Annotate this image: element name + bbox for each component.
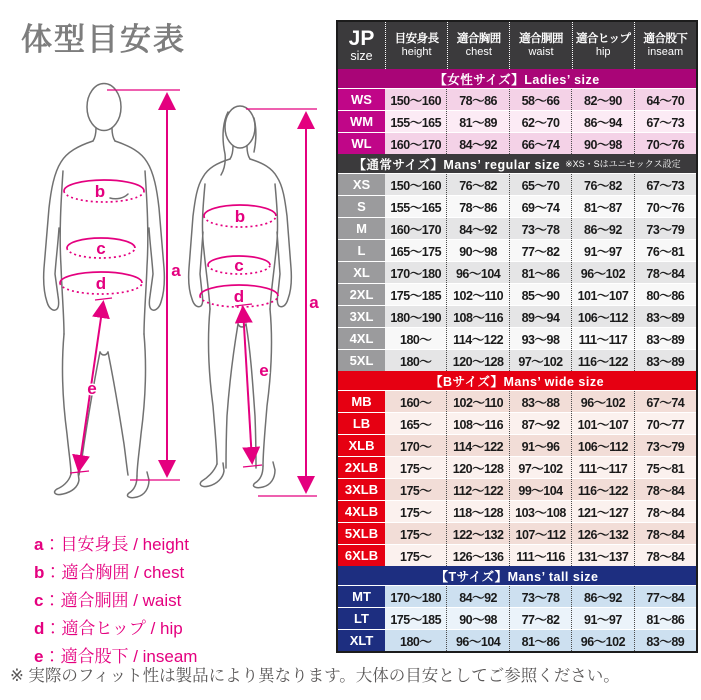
legend-item-c [34,587,197,615]
data-cell: 180〜 [400,332,432,347]
data-cell: 101〜107 [571,413,633,434]
data-cell: 65〜70 [509,174,571,195]
data-cell: 84〜92 [446,133,508,154]
data-cell: 89〜94 [509,306,571,327]
data-cell: 106〜112 [571,306,633,327]
label-b-male: b [94,182,106,201]
data-cell: 77〜84 [634,586,696,607]
data-cell: 116〜122 [571,350,633,371]
data-cell: 78〜84 [634,479,696,500]
data-cell: 83〜88 [509,391,571,412]
label-c-male: c [96,239,106,258]
data-cell: 96〜102 [571,262,633,283]
table-row-s [338,195,696,217]
table-row-wl [338,132,696,154]
data-cell: 97〜102 [509,350,571,371]
data-cell: 78〜86 [446,196,508,217]
legend-item-d [34,615,197,643]
data-cell: 175〜185 [390,612,442,627]
table-body [338,69,696,651]
data-cell: 67〜73 [634,111,696,132]
data-cell: 121〜127 [571,501,633,522]
data-cell: 114〜122 [446,328,508,349]
female-measurement-annotations [200,109,317,496]
data-cell: 175〜 [400,483,432,498]
data-cell: 155〜165 [390,200,442,215]
data-cell: 66〜74 [509,133,571,154]
data-cell: 73〜78 [509,218,571,239]
data-cell: 58〜66 [509,89,571,110]
data-cell: 111〜116 [509,545,571,566]
table-row-6xlb [338,544,696,566]
size-cell: XLB [338,435,385,456]
table-row-4xl [338,327,696,349]
data-cell: 86〜92 [571,218,633,239]
data-cell: 114〜122 [446,435,508,456]
data-cell: 81〜87 [571,196,633,217]
data-cell: 83〜89 [634,350,696,371]
data-cell: 91〜97 [571,608,633,629]
data-cell: 81〜89 [446,111,508,132]
data-cell: 175〜 [400,549,432,564]
data-cell: 70〜77 [634,413,696,434]
data-cell: 83〜89 [634,306,696,327]
data-cell: 126〜136 [446,545,508,566]
size-cell: MT [338,586,385,607]
size-cell: XS [338,174,385,195]
section-note: ※XS・Sはユニセックス設定 [565,159,681,169]
size-cell: 5XL [338,350,385,371]
data-cell: 64〜70 [634,89,696,110]
data-cell: 70〜76 [634,196,696,217]
size-cell: 2XL [338,284,385,305]
page-title: 体型目安表 [21,22,186,57]
table-row-m [338,217,696,239]
table-row-4xlb [338,500,696,522]
header-col-inseam: 適合股下 inseam [634,22,696,69]
size-cell: WL [338,133,385,154]
table-row-mb [338,390,696,412]
data-cell: 81〜86 [634,608,696,629]
data-cell: 180〜190 [390,310,442,325]
data-cell: 78〜84 [634,262,696,283]
data-cell: 86〜94 [571,111,633,132]
measure-legend [34,531,197,671]
data-cell: 165〜175 [390,244,442,259]
size-cell: XLT [338,630,385,651]
data-cell: 102〜110 [446,284,508,305]
table-row-xlt [338,629,696,651]
data-cell: 78〜84 [634,545,696,566]
data-cell: 90〜98 [446,608,508,629]
data-cell: 73〜79 [634,435,696,456]
legend-item-b [34,559,197,587]
legend-key: a [34,535,44,554]
data-cell: 111〜117 [571,328,633,349]
table-row-l [338,239,696,261]
data-cell: 73〜78 [509,586,571,607]
table-header-row [338,22,696,69]
data-cell: 126〜132 [571,523,633,544]
legend-key: d [34,619,45,638]
data-cell: 78〜86 [446,89,508,110]
data-cell: 150〜160 [390,178,442,193]
data-cell: 83〜89 [634,630,696,651]
data-cell: 108〜116 [446,413,508,434]
table-row-lb [338,412,696,434]
data-cell: 120〜128 [446,457,508,478]
data-cell: 116〜122 [571,479,633,500]
label-a-female: a [309,293,319,312]
legend-key: e [34,647,44,666]
data-cell: 180〜 [400,354,432,369]
data-cell: 90〜98 [571,133,633,154]
legend-key: c [34,591,44,610]
data-cell: 108〜116 [446,306,508,327]
data-cell: 76〜82 [571,174,633,195]
size-cell: LT [338,608,385,629]
data-cell: 106〜112 [571,435,633,456]
size-cell: 2XLB [338,457,385,478]
data-cell: 81〜86 [509,262,571,283]
data-cell: 77〜82 [509,608,571,629]
legend-key: b [34,563,45,582]
data-cell: 160〜 [400,395,432,410]
section-title: 【通常サイズ】Mans’ regular size [353,157,561,172]
footnote: ※ 実際のフィット性は製品により異なります。大体の目安としてご参照ください。 [10,667,620,685]
data-cell: 69〜74 [509,196,571,217]
section-header-tall [338,566,696,585]
jp-label: JP [348,27,375,50]
data-cell: 97〜102 [509,457,571,478]
section-header-ladies [338,69,696,88]
table-row-xl [338,261,696,283]
label-e-male: e [87,379,97,398]
data-cell: 107〜112 [509,523,571,544]
section-title: 【女性サイズ】Ladies’ size [434,72,600,87]
table-row-2xlb [338,456,696,478]
label-d-female: d [233,287,245,306]
data-cell: 160〜170 [390,137,442,152]
jp-size-header-cell [338,22,385,69]
data-cell: 84〜92 [446,218,508,239]
data-cell: 175〜 [400,527,432,542]
size-cell: 5XLB [338,523,385,544]
data-cell: 78〜84 [634,501,696,522]
size-cell: 3XLB [338,479,385,500]
size-cell: L [338,240,385,261]
data-cell: 78〜84 [634,523,696,544]
data-cell: 175〜185 [390,288,442,303]
table-row-xs [338,173,696,195]
data-cell: 96〜104 [446,262,508,283]
data-cell: 160〜170 [390,222,442,237]
data-cell: 62〜70 [509,111,571,132]
table-row-ws [338,88,696,110]
table-row-xlb [338,434,696,456]
data-cell: 86〜92 [571,586,633,607]
data-cell: 70〜76 [634,133,696,154]
data-cell: 155〜165 [390,115,442,130]
data-cell: 180〜 [400,634,432,649]
size-cell: WM [338,111,385,132]
data-cell: 103〜108 [509,501,571,522]
data-cell: 90〜98 [446,240,508,261]
data-cell: 111〜117 [571,457,633,478]
data-cell: 112〜122 [446,479,508,500]
data-cell: 101〜107 [571,284,633,305]
data-cell: 102〜110 [446,391,508,412]
table-row-3xlb [338,478,696,500]
size-cell: M [338,218,385,239]
section-title: 【Tサイズ】Mans’ tall size [435,569,599,584]
data-cell: 91〜97 [571,240,633,261]
data-cell: 165〜 [400,417,432,432]
label-a-male: a [171,261,181,280]
legend-text: ：適合胸囲 / chest [44,563,185,582]
size-cell: LB [338,413,385,434]
data-cell: 170〜180 [390,266,442,281]
size-cell: 6XLB [338,545,385,566]
data-cell: 80〜86 [634,284,696,305]
data-cell: 76〜81 [634,240,696,261]
data-cell: 122〜132 [446,523,508,544]
label-b-female: b [234,207,246,226]
data-cell: 67〜73 [634,174,696,195]
legend-text: ：目安身長 / height [43,535,189,554]
header-col-waist: 適合胴囲 waist [509,22,571,69]
data-cell: 81〜86 [509,630,571,651]
data-cell: 96〜102 [571,391,633,412]
data-cell: 170〜180 [390,590,442,605]
data-cell: 99〜104 [509,479,571,500]
label-e-female: e [259,361,269,380]
data-cell: 85〜90 [509,284,571,305]
data-cell: 84〜92 [446,586,508,607]
size-cell: MB [338,391,385,412]
data-cell: 83〜89 [634,328,696,349]
size-cell: S [338,196,385,217]
label-d-male: d [95,274,107,293]
size-chart-table [336,20,698,653]
table-row-5xl [338,349,696,371]
table-row-lt [338,607,696,629]
section-header-wide [338,371,696,390]
data-cell: 82〜90 [571,89,633,110]
size-cell: 4XLB [338,501,385,522]
header-col-hip: 適合ヒップ hip [572,22,634,69]
legend-text: ：適合股下 / inseam [43,647,198,666]
table-row-5xlb [338,522,696,544]
body-measurement-figures [12,76,322,521]
section-title: 【Bサイズ】Mans’ wide size [429,374,605,389]
table-row-3xl [338,305,696,327]
data-cell: 67〜74 [634,391,696,412]
table-row-2xl [338,283,696,305]
data-cell: 96〜104 [446,630,508,651]
data-cell: 175〜 [400,461,432,476]
data-cell: 91〜96 [509,435,571,456]
legend-item-a [34,531,197,559]
data-cell: 87〜92 [509,413,571,434]
data-cell: 120〜128 [446,350,508,371]
size-cell: 4XL [338,328,385,349]
table-row-wm [338,110,696,132]
header-col-height: 目安身長 height [385,22,447,69]
data-cell: 150〜160 [390,93,442,108]
data-cell: 75〜81 [634,457,696,478]
data-cell: 131〜137 [571,545,633,566]
data-cell: 170〜 [400,439,432,454]
data-cell: 118〜128 [446,501,508,522]
data-cell: 77〜82 [509,240,571,261]
table-row-mt [338,585,696,607]
legend-text: ：適合胴囲 / waist [43,591,182,610]
size-label: size [350,49,373,63]
size-cell: 3XL [338,306,385,327]
header-col-chest: 適合胸囲 chest [447,22,509,69]
data-cell: 175〜 [400,505,432,520]
data-cell: 73〜79 [634,218,696,239]
label-c-female: c [234,256,244,275]
legend-text: ：適合ヒップ / hip [44,619,183,638]
data-cell: 76〜82 [446,174,508,195]
section-header-regular [338,154,696,173]
data-cell: 93〜98 [509,328,571,349]
size-cell: WS [338,89,385,110]
data-cell: 96〜102 [571,630,633,651]
size-cell: XL [338,262,385,283]
